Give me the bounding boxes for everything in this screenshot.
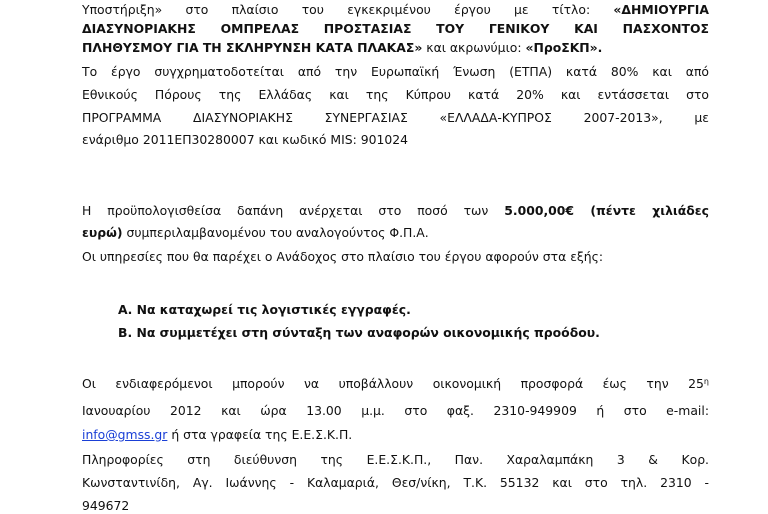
budget-line-2	[82, 225, 709, 241]
budget-text: Η προϋπολογισθείσα δαπάνη ανέρχεται στο ποσό των	[82, 203, 505, 218]
submission-text: Οι ενδιαφερόμενοι μπορούν να υποβάλλουν οικονομική προσφορά έως την 25	[82, 376, 704, 391]
project-title-end: ΠΛΗΘΥΣΜΟΥ ΓΙΑ ΤΗ ΣΚΛΗΡΥΝΣΗ ΚΑΤΑ ΠΛΑΚΑΣ»	[82, 40, 423, 55]
project-title-start: «ΔΗΜΙΟΥΡΓΙΑ	[613, 2, 709, 17]
submission-line-3	[82, 427, 709, 443]
acronym-label: και ακρωνύμιο:	[422, 40, 526, 55]
intro-line-3	[82, 40, 709, 56]
services-intro: Οι υπηρεσίες που θα παρέχει ο Ανάδοχος στο πλαίσιο του έργου αφορούν στα εξής:	[82, 249, 604, 264]
submission-line-2: Ιανουαρίου 2012 και ώρα 13.00 μ.μ. στο φαξ. 2310-949909 ή στο e-mail:	[82, 403, 709, 418]
contact-line-2: Κωνσταντινίδη, Αγ. Ιωάννης - Καλαμαριά, Θεσ/νίκη, Τ.Κ. 55132 και στο τηλ. 2310 -	[82, 475, 709, 490]
budget-amount-end: ευρώ)	[82, 225, 123, 240]
contact-line-3: 949672	[82, 498, 130, 513]
budget-line-1	[82, 203, 709, 219]
vat-note: συμπεριλαμβανομένου του αναλογούντος Φ.Π.Α.	[122, 225, 429, 240]
ordinal-superscript: η	[703, 377, 709, 386]
office-note: ή στα γραφεία της Ε.Ε.Σ.Κ.Π.	[167, 427, 353, 442]
budget-amount: 5.000,00€ (πέντε χιλιάδες	[504, 203, 709, 218]
funding-line-3: ΠΡΟΓΡΑΜΜΑ ΔΙΑΣΥΝΟΡΙΑΚΗΣ ΣΥΝΕΡΓΑΣΙΑΣ «ΕΛΛΑΔΑ-ΚΥΠΡΟΣ 2007-2013», με	[82, 110, 709, 125]
submission-line-1	[82, 376, 709, 392]
funding-line-1: Το έργο συγχρηματοδοτείται από την Ευρωπαϊκή Ένωση (ΕΤΠΑ) κατά 80% και από	[82, 64, 709, 79]
funding-line-2: Εθνικούς Πόρους της Ελλάδας και της Κύπρου κατά 20% και εντάσσεται στο	[82, 87, 709, 102]
intro-text: Υποστήριξη» στο πλαίσιο του εγκεκριμένου έργου με τίτλο:	[82, 2, 614, 17]
service-item-b: Β. Να συμμετέχει στη σύνταξη των αναφορών οικονομικής προόδου.	[118, 325, 600, 340]
service-item-a: Α. Να καταχωρεί τις λογιστικές εγγραφές.	[118, 302, 411, 317]
email-link[interactable]: info@gmss.gr	[82, 427, 168, 442]
contact-line-1: Πληροφορίες στη διεύθυνση της Ε.Ε.Σ.Κ.Π., Παν. Χαραλαμπάκη 3 & Κορ.	[82, 452, 709, 467]
intro-line-1	[82, 2, 709, 18]
project-acronym: «ΠροΣΚΠ».	[525, 40, 603, 55]
funding-line-4: ενάριθμο 2011ΕΠ30280007 και κωδικό MIS: 901024	[82, 132, 409, 147]
intro-line-2: ΔΙΑΣΥΝΟΡΙΑΚΗΣ ΟΜΠΡΕΛΑΣ ΠΡΟΣΤΑΣΙΑΣ ΤΟΥ ΓΕΝΙΚΟΥ ΚΑΙ ΠΑΣΧΟΝΤΟΣ	[82, 21, 709, 36]
